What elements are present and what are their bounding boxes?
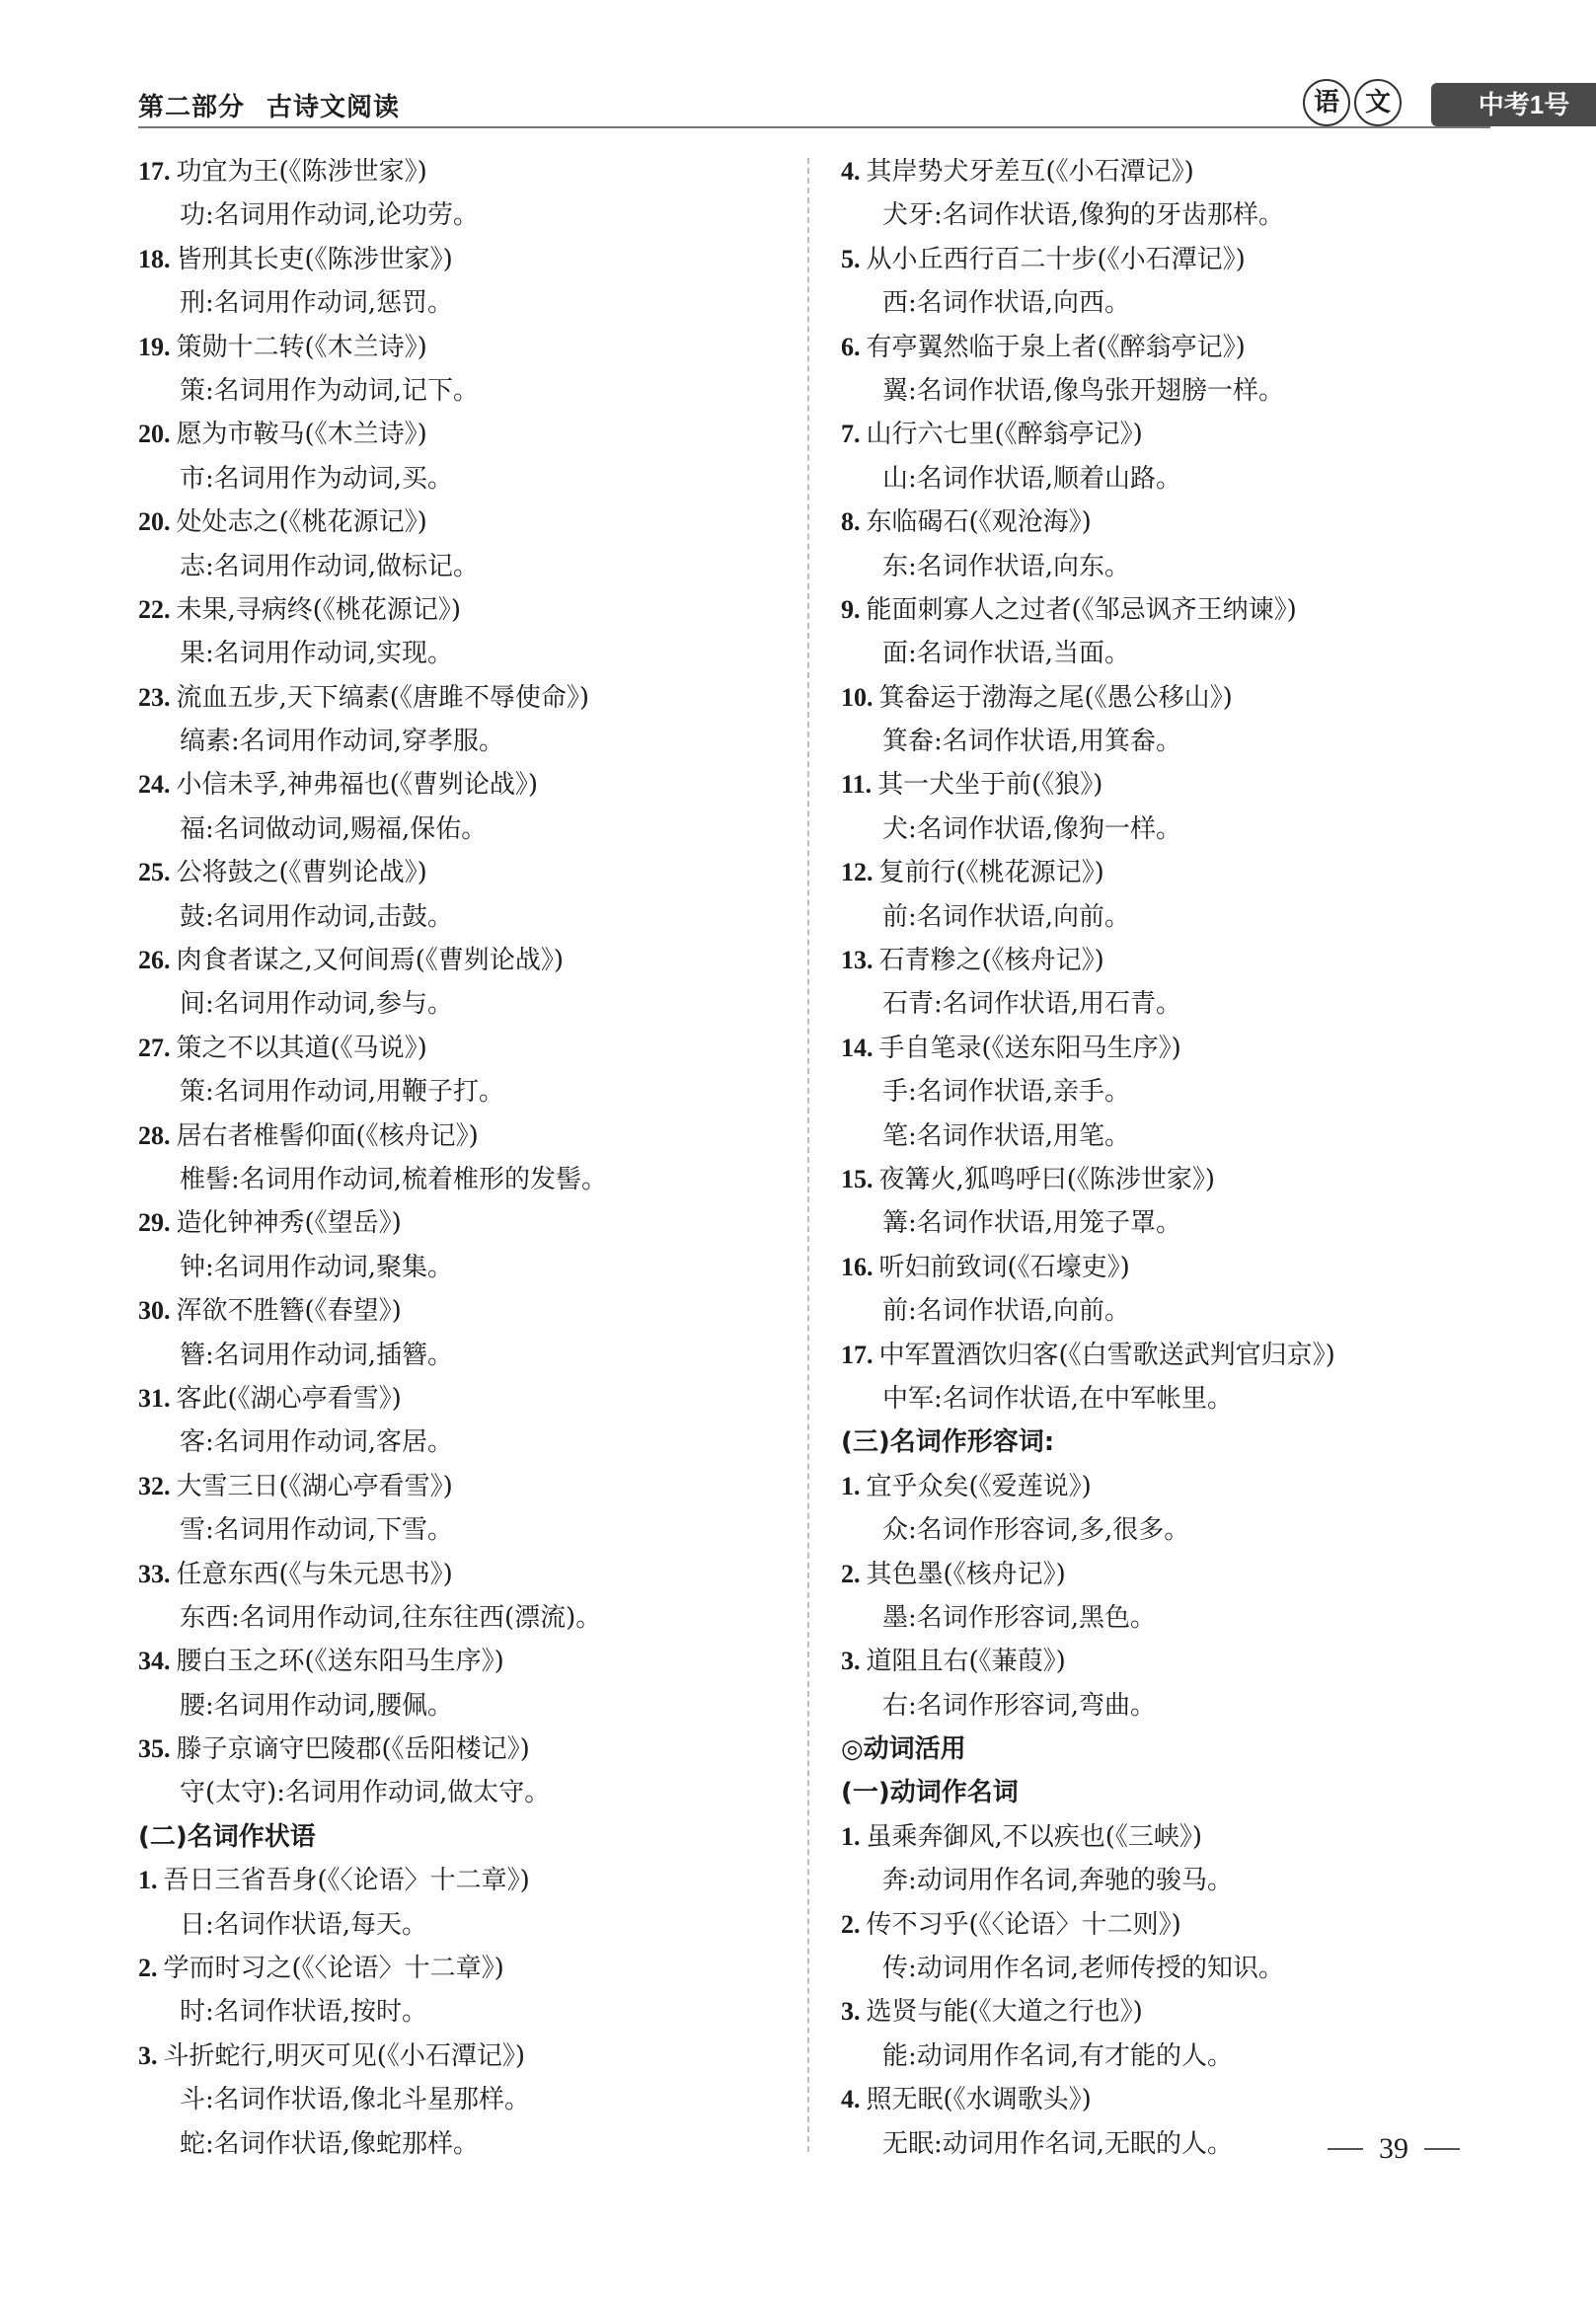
item-sentence: 学而时习之(《〈论语〉十二章》) [163, 1954, 504, 1984]
explanation-line: 山:名词作状语,顺着山路。 [882, 463, 1182, 494]
item-number: 19. [138, 332, 171, 361]
explanation-line: 奔:动词用作名词,奔驰的骏马。 [882, 1866, 1234, 1896]
item-number: 5. [841, 244, 861, 273]
explanation-line: 能:动词用作名词,有才能的人。 [882, 2040, 1234, 2071]
explanation-line: 手:名词作状语,亲手。 [882, 1077, 1131, 1108]
item-number: 20. [138, 507, 171, 537]
explanation-line: 椎髻:名词用作动词,梳着椎形的发髻。 [180, 1164, 608, 1194]
item-number: 1. [841, 1471, 861, 1500]
example-item [138, 939, 799, 982]
example-item [138, 1947, 799, 1990]
explanation-line: 策:名词用作动词,用鞭子打。 [180, 1077, 505, 1108]
example-item [841, 1027, 1492, 1070]
example-item [138, 500, 799, 544]
explanation-line: 右:名词作形容词,弯曲。 [882, 1690, 1157, 1721]
example-item [841, 1246, 1492, 1289]
example-item [841, 1640, 1492, 1683]
item-sentence: 斗折蛇行,明灭可见(《小石潭记》) [163, 2040, 526, 2071]
example-item [841, 1903, 1492, 1947]
page-footer [1328, 2132, 1460, 2166]
item-sentence: 能面刺寡人之过者(《邹忌讽齐王纳谏》) [866, 594, 1297, 625]
item-sentence: 选贤与能(《大道之行也》) [866, 1997, 1143, 2028]
item-sentence: 皆刑其长吏(《陈涉世家》) [176, 244, 453, 274]
item-number: 16. [841, 1252, 874, 1281]
left-column [138, 150, 799, 2166]
item-number: 1. [841, 1821, 861, 1851]
item-sentence: 居右者椎髻仰面(《核舟记》) [176, 1120, 479, 1151]
item-number: 8. [841, 507, 861, 537]
item-sentence: 未果,寻病终(《桃花源记》) [176, 594, 462, 625]
item-number: 11. [841, 770, 873, 800]
item-number: 4. [841, 157, 861, 186]
explanation-line: 众:名词作形容词,多,很多。 [882, 1515, 1190, 1546]
item-sentence: 宜乎众矣(《爱莲说》) [866, 1471, 1092, 1501]
item-sentence: 任意东西(《与朱元思书》) [176, 1559, 453, 1589]
explanation-line: 犬:名词作状语,像狗一样。 [882, 813, 1182, 844]
item-sentence: 中军置酒饮归客(《白雪歌送武判官归京》) [878, 1340, 1335, 1370]
explanation-line: 西:名词作状语,向西。 [882, 288, 1131, 319]
item-sentence: 其一犬坐于前(《狼》) [877, 770, 1103, 801]
example-item [841, 588, 1492, 632]
example-item [138, 326, 799, 369]
subject-char-wen: 文 [1354, 79, 1402, 126]
item-number: 13. [841, 946, 874, 975]
item-number: 14. [841, 1033, 874, 1062]
item-number: 3. [841, 1647, 861, 1676]
item-number: 7. [841, 420, 861, 449]
explanation-line: 无眠:动词用作名词,无眠的人。 [882, 2128, 1234, 2159]
explanation-line: 日:名词作状语,每天。 [180, 1909, 428, 1940]
right-column [841, 150, 1492, 2166]
footer-dash-left [1328, 2148, 1363, 2150]
example-item [138, 1377, 799, 1421]
item-number: 4. [841, 2085, 861, 2114]
example-item [841, 676, 1492, 720]
item-number: 2. [841, 1559, 861, 1588]
item-number: 3. [841, 1997, 861, 2027]
item-sentence: 肉食者谋之,又何间焉(《曹刿论战》) [176, 946, 565, 976]
item-sentence: 浑欲不胜簪(《春望》) [176, 1296, 402, 1327]
item-number: 31. [138, 1383, 171, 1413]
explanation-line: 腰:名词用作动词,腰佩。 [180, 1690, 454, 1721]
example-item [841, 500, 1492, 544]
example-item [138, 150, 799, 193]
item-sentence: 石青糁之(《核舟记》) [878, 946, 1104, 976]
example-item [841, 1553, 1492, 1596]
explanation-line: 东:名词作状语,向东。 [882, 551, 1131, 581]
explanation-line: 市:名词用作为动词,买。 [180, 463, 454, 494]
item-number: 26. [138, 946, 171, 975]
item-number: 17. [138, 157, 171, 186]
item-number: 29. [138, 1208, 171, 1238]
example-item [841, 1990, 1492, 2034]
example-item [138, 588, 799, 632]
example-item [841, 1465, 1492, 1508]
item-sentence: 其色墨(《核舟记》) [866, 1559, 1066, 1589]
item-number: 18. [138, 244, 171, 273]
item-sentence: 道阻且右(《蒹葭》) [866, 1647, 1066, 1677]
item-sentence: 大雪三日(《湖心亭看雪》) [176, 1471, 453, 1501]
example-item [841, 1334, 1492, 1377]
item-sentence: 愿为市鞍马(《木兰诗》) [176, 420, 427, 450]
item-sentence: 虽乘奔御风,不以疾也(《三峡》) [866, 1821, 1203, 1852]
example-item [138, 1289, 799, 1333]
example-item [138, 1640, 799, 1683]
example-item [138, 2035, 799, 2078]
explanation-line: 守(太守):名词用作动词,做太守。 [180, 1778, 551, 1808]
item-sentence: 客此(《湖心亭看雪》) [176, 1383, 402, 1414]
section-title: 古诗文阅读 [266, 93, 401, 122]
example-item [841, 851, 1492, 894]
example-item [138, 413, 799, 456]
item-sentence: 复前行(《桃花源记》) [878, 858, 1104, 888]
item-sentence: 照无眠(《水调歌头》) [866, 2085, 1092, 2115]
example-item [841, 763, 1492, 806]
subject-logo [1303, 79, 1402, 126]
explanation-line: 石青:名词作状语,用石青。 [882, 989, 1182, 1020]
column-divider [807, 158, 809, 2152]
item-number: 23. [138, 682, 171, 712]
item-number: 10. [841, 682, 874, 712]
page-number: 39 [1379, 2132, 1408, 2165]
explanation-line: 客:名词用作动词,客居。 [180, 1427, 454, 1458]
item-number: 35. [138, 1734, 171, 1764]
item-number: 6. [841, 332, 861, 361]
item-sentence: 造化钟神秀(《望岳》) [176, 1208, 402, 1239]
item-number: 28. [138, 1120, 171, 1150]
explanation-line: 时:名词作状语,按时。 [180, 1997, 428, 2028]
item-sentence: 东临碣石(《观沧海》) [866, 507, 1092, 538]
explanation-line: 缟素:名词用作动词,穿孝服。 [180, 727, 505, 757]
explanation-line: 面:名词作状语,当面。 [882, 639, 1131, 669]
item-sentence: 滕子京谪守巴陵郡(《岳阳楼记》) [176, 1734, 530, 1765]
explanation-line: 翼:名词作状语,像鸟张开翅膀一样。 [882, 375, 1285, 406]
example-item [138, 763, 799, 806]
section-heading: (三)名词作形容词: [841, 1427, 1055, 1458]
explanation-line: 箕畚:名词作状语,用箕畚。 [882, 727, 1182, 757]
explanation-line: 果:名词用作动词,实现。 [180, 639, 454, 669]
item-sentence: 从小丘西行百二十步(《小石潭记》) [866, 244, 1246, 274]
section-heading: (一)动词作名词 [841, 1778, 1019, 1808]
example-item [841, 238, 1492, 281]
header-rule [138, 126, 1490, 128]
example-item [138, 1027, 799, 1070]
example-item [841, 2078, 1492, 2121]
footer-dash-right [1424, 2148, 1460, 2150]
item-sentence: 流血五步,天下缟素(《唐雎不辱使命》) [176, 682, 590, 713]
example-item [138, 1728, 799, 1771]
item-sentence: 有亭翼然临于泉上者(《醉翁亭记》) [866, 332, 1246, 362]
item-number: 25. [138, 858, 171, 887]
example-item [841, 1815, 1492, 1859]
explanation-line: 簪:名词用作动词,插簪。 [180, 1340, 454, 1370]
item-number: 30. [138, 1296, 171, 1326]
item-sentence: 功宜为王(《陈涉世家》) [176, 157, 427, 187]
item-number: 27. [138, 1033, 171, 1062]
example-item [841, 150, 1492, 193]
explanation-line: 蛇:名词作状语,像蛇那样。 [180, 2128, 480, 2159]
item-sentence: 传不习乎(《〈论语〉十二则》) [866, 1909, 1181, 1940]
explanation-line: 间:名词用作动词,参与。 [180, 989, 454, 1020]
explanation-line: 雪:名词用作动词,下雪。 [180, 1515, 454, 1546]
subject-char-yu: 语 [1303, 79, 1350, 126]
example-item [841, 1158, 1492, 1201]
item-sentence: 策之不以其道(《马说》) [176, 1033, 427, 1063]
item-sentence: 夜篝火,狐鸣呼曰(《陈涉世家》) [878, 1164, 1216, 1194]
explanation-line: 前:名词作状语,向前。 [882, 901, 1131, 932]
item-number: 33. [138, 1559, 171, 1588]
example-item [138, 1201, 799, 1245]
series-badge: 中考1号 [1431, 83, 1596, 126]
example-item [138, 238, 799, 281]
section-label: 第二部分 [138, 93, 246, 122]
explanation-line: 传:动词用作名词,老师传授的知识。 [882, 1954, 1285, 1984]
section-heading: (二)名词作状语 [138, 1821, 316, 1852]
explanation-line: 篝:名词作状语,用笼子罩。 [882, 1208, 1182, 1239]
explanation-line: 笔:名词作状语,用笔。 [882, 1120, 1131, 1151]
item-sentence: 策勋十二转(《木兰诗》) [176, 332, 427, 362]
explanation-line: 福:名词做动词,赐福,保佑。 [180, 813, 488, 844]
example-item [138, 1465, 799, 1508]
explanation-line: 钟:名词用作动词,聚集。 [180, 1252, 454, 1282]
item-sentence: 吾日三省吾身(《〈论语〉十二章》) [163, 1866, 530, 1896]
item-sentence: 箕畚运于渤海之尾(《愚公移山》) [878, 682, 1233, 713]
item-number: 34. [138, 1647, 171, 1676]
page-header [138, 79, 1570, 130]
explanation-line: 斗:名词作状语,像北斗星那样。 [180, 2085, 531, 2115]
explanation-line: 策:名词用作为动词,记下。 [180, 375, 480, 406]
item-sentence: 小信未孚,神弗福也(《曹刿论战》) [176, 770, 539, 801]
item-number: 22. [138, 594, 171, 624]
explanation-line: 前:名词作状语,向前。 [882, 1296, 1131, 1327]
item-sentence: 山行六七里(《醉翁亭记》) [866, 420, 1143, 450]
item-number: 12. [841, 858, 874, 887]
example-item [841, 413, 1492, 456]
item-sentence: 手自笔录(《送东阳马生序》) [878, 1033, 1181, 1063]
explanation-line: 刑:名词用作动词,惩罚。 [180, 288, 454, 319]
section-heading: ◎动词活用 [841, 1734, 966, 1765]
explanation-line: 鼓:名词用作动词,击鼓。 [180, 901, 454, 932]
item-number: 2. [138, 1954, 158, 1983]
item-sentence: 听妇前致词(《石壕吏》) [878, 1252, 1130, 1282]
example-item [138, 676, 799, 720]
item-number: 17. [841, 1340, 874, 1369]
example-item [138, 1114, 799, 1158]
example-item [841, 939, 1492, 982]
item-number: 15. [841, 1164, 874, 1193]
example-item [841, 326, 1492, 369]
item-number: 20. [138, 420, 171, 449]
item-number: 24. [138, 770, 171, 800]
example-item [138, 1859, 799, 1902]
item-number: 1. [138, 1866, 158, 1895]
example-item [138, 851, 799, 894]
item-number: 2. [841, 1909, 861, 1939]
item-sentence: 其岸势犬牙差互(《小石潭记》) [866, 157, 1194, 187]
explanation-line: 犬牙:名词作状语,像狗的牙齿那样。 [882, 200, 1285, 231]
item-number: 32. [138, 1471, 171, 1500]
explanation-line: 中军:名词作状语,在中军帐里。 [882, 1383, 1234, 1414]
explanation-line: 东西:名词用作动词,往东往西(漂流)。 [180, 1602, 602, 1633]
explanation-line: 墨:名词作形容词,黑色。 [882, 1602, 1157, 1633]
item-sentence: 公将鼓之(《曹刿论战》) [176, 858, 427, 888]
item-sentence: 处处志之(《桃花源记》) [176, 507, 427, 538]
header-text [138, 87, 400, 123]
item-number: 9. [841, 594, 861, 624]
example-item [138, 1553, 799, 1596]
item-sentence: 腰白玉之环(《送东阳马生序》) [176, 1647, 504, 1677]
explanation-line: 功:名词用作动词,论功劳。 [180, 200, 480, 231]
item-number: 3. [138, 2040, 158, 2070]
explanation-line: 志:名词用作动词,做标记。 [180, 551, 480, 581]
